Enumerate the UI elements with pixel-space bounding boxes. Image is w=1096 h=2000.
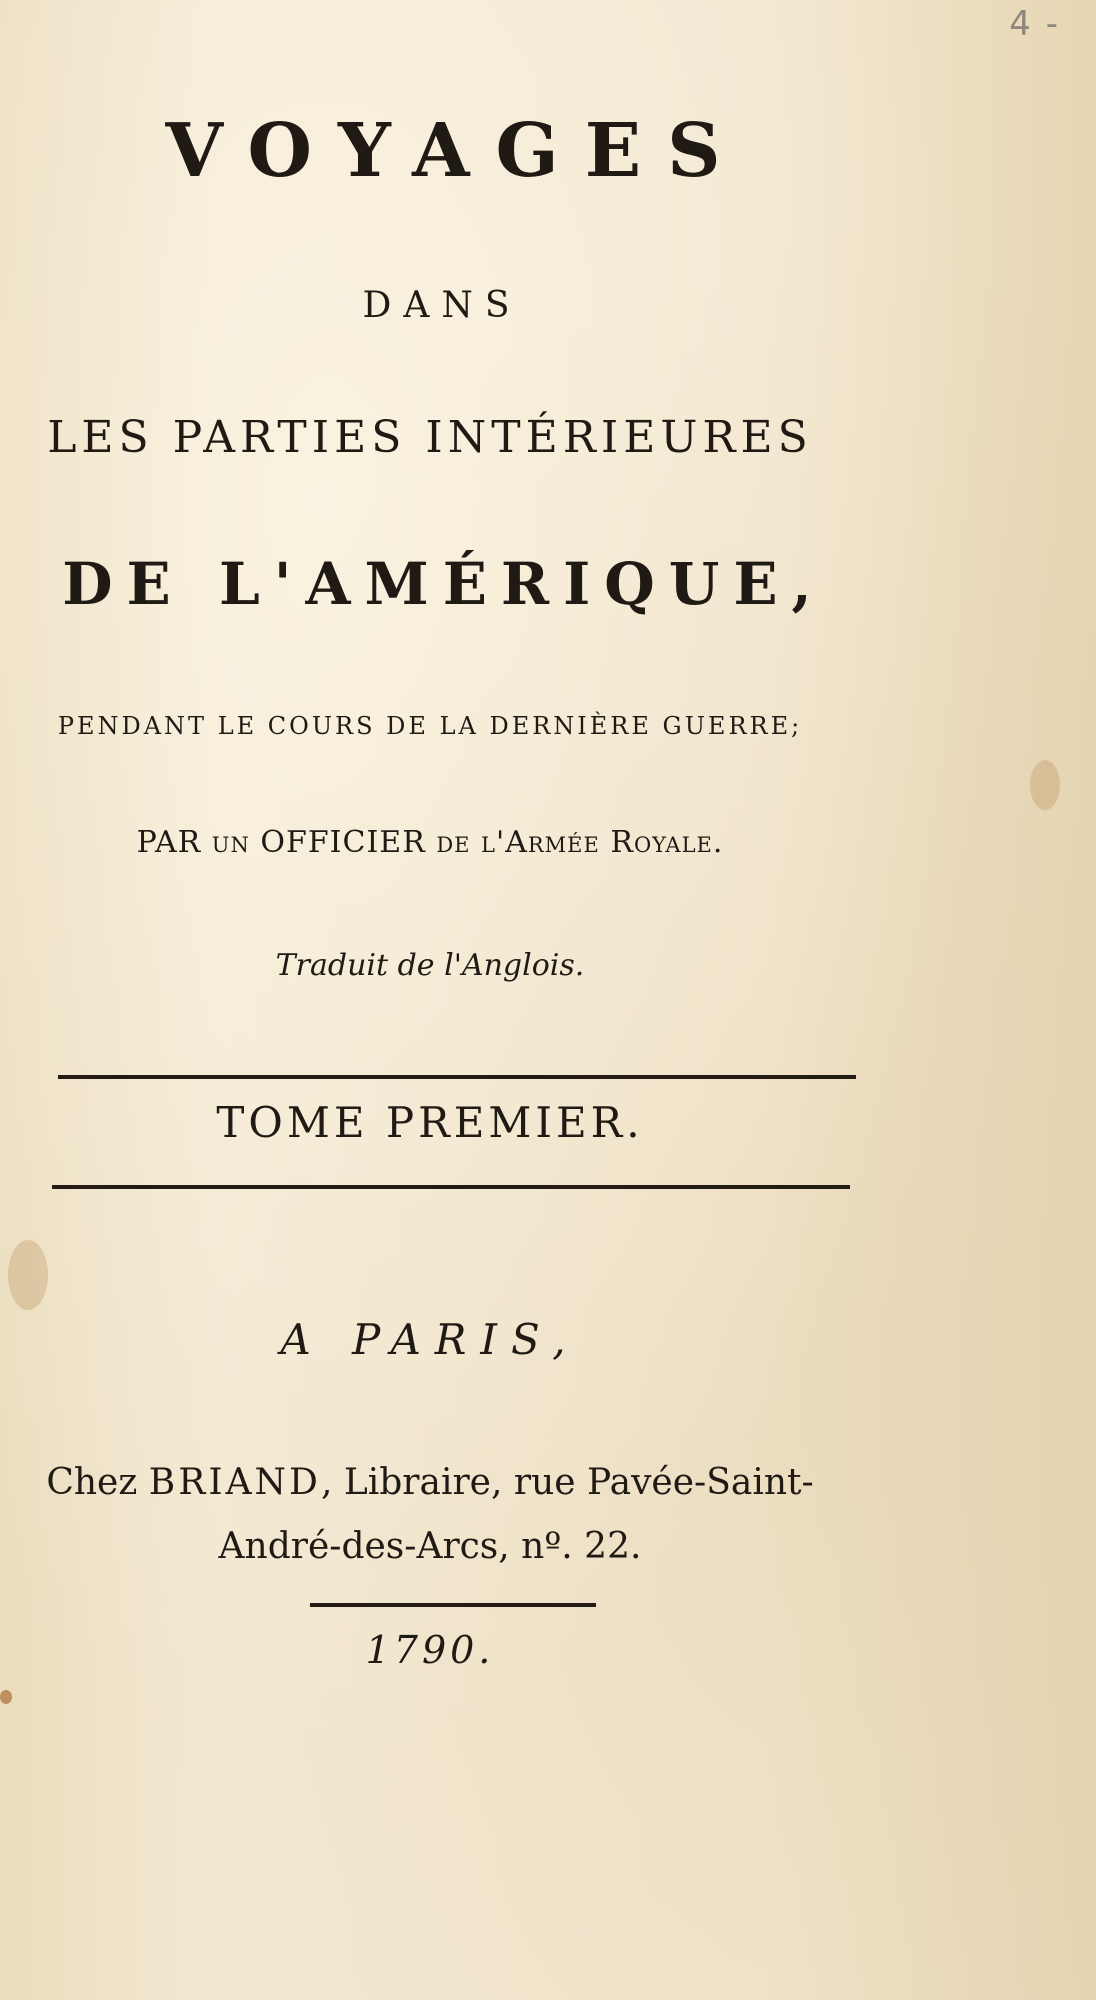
imprint-publisher-line1	[0, 1462, 860, 1503]
subtitle-amerique: DE L'AMÉRIQUE,	[62, 550, 826, 618]
subtitle-pendant: PENDANT LE COURS DE LA DERNIÈRE GUERRE;	[57, 712, 803, 740]
subtitle-parties: LES PARTIES INTÉRIEURES	[47, 412, 813, 463]
rule-bottom	[52, 1185, 850, 1189]
publisher-name: BRIAND	[148, 1462, 321, 1503]
pencil-note: 4 -	[1009, 4, 1060, 44]
publisher-prefix: Chez	[46, 1462, 149, 1503]
rule-short	[310, 1603, 596, 1607]
main-title: VOYAGES	[165, 108, 747, 194]
foxing-stain	[1030, 760, 1060, 810]
subtitle-dans: DANS	[362, 285, 522, 326]
publisher-rest: , Libraire, rue Pavée-Saint-	[320, 1462, 814, 1503]
foxing-stain	[0, 1690, 12, 1704]
volume-label: TOME PREMIER.	[216, 1098, 644, 1147]
foxing-stain	[8, 1240, 48, 1310]
imprint-publisher-line2: André-des-Arcs, nº. 22.	[218, 1526, 642, 1567]
author-line: PAR un OFFICIER de l'Armée Royale.	[136, 825, 724, 860]
imprint-city: A PARIS,	[280, 1315, 580, 1364]
translation-note: Traduit de l'Anglois.	[275, 948, 585, 983]
imprint-year: 1790.	[365, 1628, 495, 1672]
rule-top	[58, 1075, 856, 1079]
